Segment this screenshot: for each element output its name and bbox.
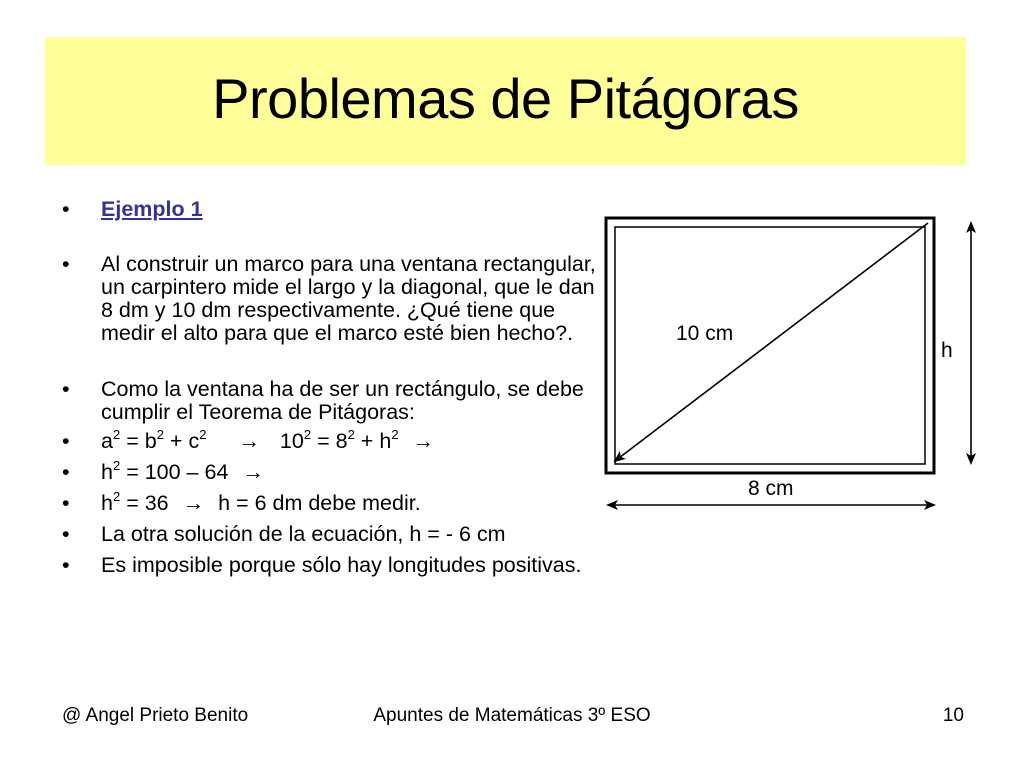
height-label: h [941, 339, 953, 362]
bullet-problem: • Al construir un marco para una ventana rectangular, un carpintero mide el largo y la diagonal, que le dan 8 dm y 10 dm respectivamente. ¿Qué tiene que medir el alto para que el marco esté bien hecho?. [62, 253, 602, 345]
bullet-theorem: • Como la ventana ha de ser un rectángulo, se debe cumplir el Teorema de Pitágoras: [62, 378, 602, 424]
slide-title: Problemas de Pitágoras [212, 67, 799, 130]
window-frame-diagram [596, 210, 996, 520]
width-label: 8 cm [748, 477, 794, 500]
arrow-icon: → [238, 429, 260, 453]
bullet-equation-2: • $h^2 = 100 - 64$ → [62, 461, 602, 484]
bullet-other-solution: • La otra solución de la ecuación, h = - 6 cm [62, 523, 602, 546]
footer-author: @ Angel Prieto Benito [62, 705, 249, 726]
arrow-icon: → [412, 429, 435, 453]
arrow-icon: → [242, 460, 264, 484]
bullet-impossible: • Es imposible porque sólo hay longitudes positivas. [62, 554, 602, 577]
frame-inner-border [615, 227, 925, 464]
example-heading-link[interactable]: Ejemplo 1 [101, 197, 203, 221]
footer-page-number: 10 [942, 705, 964, 726]
title-banner [45, 37, 966, 165]
bullet-equation-3: • $h^2 = 36 \to h = 6$ dm debe medir. [62, 492, 602, 515]
bullet-list [62, 198, 602, 577]
arrow-icon: → [182, 491, 205, 515]
diagonal-label: 10 cm [676, 322, 734, 345]
diagonal-arrow [615, 223, 928, 461]
footer-course: Apuntes de Matemáticas 3º ESO [373, 705, 651, 726]
bullet-example-heading [62, 198, 602, 221]
bullet-equation-1: • $a^2 = b^2 + c^2 \to 10^2 = 8^2 + h^2$ → [62, 430, 602, 453]
